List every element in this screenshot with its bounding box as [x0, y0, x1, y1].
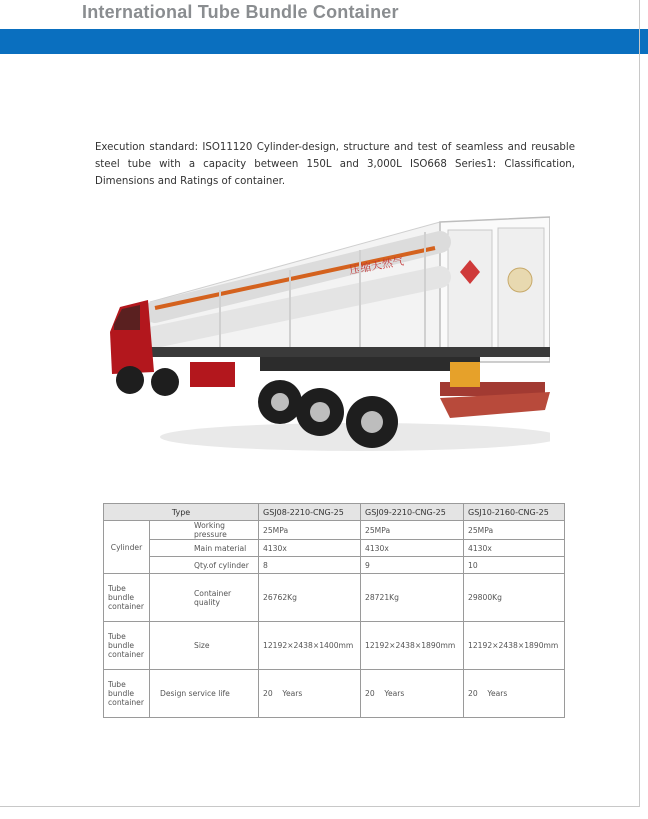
table-cell: 25MPa — [259, 521, 361, 540]
model-header: GSJ09-2210-CNG-25 — [361, 504, 464, 521]
table-cell: 12192×2438×1400mm — [259, 622, 361, 670]
table-cell: 9 — [361, 557, 464, 574]
table-row — [104, 574, 565, 622]
cylinder-group-label: Cylinder — [104, 521, 150, 574]
table-cell: 20 Years — [259, 670, 361, 718]
table-row — [104, 622, 565, 670]
intro-paragraph: Execution standard: ISO11120 Cylinder-design, structure and test of seamless and reusable steel tube with a capacity between 150L and 3,000L ISO668 Series1: Classification, Dimensions and Ratings of container. — [95, 142, 575, 187]
bundle-group-label: Tube bundle container — [104, 622, 150, 670]
row-label: Container quality — [150, 574, 259, 622]
table-cell: 10 — [464, 557, 565, 574]
row-label: Main material — [150, 540, 259, 557]
table-cell: 8 — [259, 557, 361, 574]
model-header: GSJ08-2210-CNG-25 — [259, 504, 361, 521]
truck-photo — [110, 212, 550, 462]
table-cell: 26762Kg — [259, 574, 361, 622]
table-cell: 4130x — [361, 540, 464, 557]
table-cell: 25MPa — [464, 521, 565, 540]
header-bar — [0, 29, 648, 54]
table-cell: 12192×2438×1890mm — [464, 622, 565, 670]
bundle-group-label: Tube bundle container — [104, 574, 150, 622]
bundle-group-label: Tube bundle container — [104, 670, 150, 718]
row-label: Working pressure — [150, 521, 259, 540]
table-cell: 20 Years — [361, 670, 464, 718]
table-row — [104, 521, 565, 540]
type-header: Type — [104, 504, 259, 521]
row-label: Design service life — [150, 670, 259, 718]
row-label: Size — [150, 622, 259, 670]
table-cell: 28721Kg — [361, 574, 464, 622]
page-title: International Tube Bundle Container — [82, 2, 399, 22]
table-header-row — [104, 504, 565, 521]
table-cell: 25MPa — [361, 521, 464, 540]
row-label: Qty.of cylinder — [150, 557, 259, 574]
table-cell: 20 Years — [464, 670, 565, 718]
table-cell: 12192×2438×1890mm — [361, 622, 464, 670]
page-border-bottom — [0, 806, 640, 807]
table-cell: 29800Kg — [464, 574, 565, 622]
table-cell: 4130x — [259, 540, 361, 557]
tank-label: 压缩天然气 — [348, 254, 405, 277]
table-cell: 4130x — [464, 540, 565, 557]
table-row — [104, 670, 565, 718]
table-row — [104, 540, 565, 557]
table-row — [104, 557, 565, 574]
spec-table — [103, 503, 565, 718]
page-border-right — [639, 0, 640, 806]
model-header: GSJ10-2160-CNG-25 — [464, 504, 565, 521]
